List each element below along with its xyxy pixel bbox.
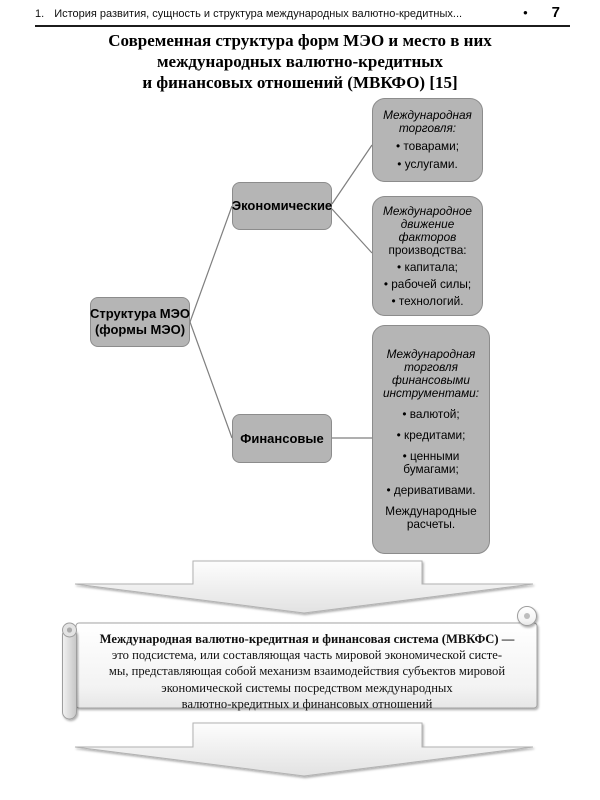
- scroll-right-curl-core: [524, 613, 530, 619]
- leaf-heading: Международная торговля финансовыми инструментами:: [382, 347, 480, 400]
- node-factor-movement: [372, 196, 483, 316]
- leaf-heading-regular: производства:: [388, 242, 467, 257]
- leaf-bullet-item: • рабочей силы;: [383, 276, 472, 291]
- node-label-line: (формы МЭО): [94, 322, 186, 337]
- leaf-bullet-item: • технологий.: [391, 293, 464, 308]
- leaf-bullet-item: • кредитами;: [396, 428, 466, 442]
- header-bullet-icon: •: [523, 5, 528, 20]
- node-structure-meo: [90, 297, 190, 347]
- connector-root-financial: [190, 322, 232, 438]
- node-financial: [232, 414, 332, 463]
- figure-title-line: Современная структура форм МЭО и место в них: [108, 31, 492, 50]
- connector-root-economic: [190, 206, 232, 322]
- leaf-bullet-item: • капитала;: [397, 259, 458, 274]
- node-label-line: Структура МЭО: [90, 306, 190, 321]
- banner-line: экономической системы посредством международных: [161, 680, 453, 695]
- leaf-bullet-item: • валютой;: [402, 407, 460, 421]
- leaf-footer: Международные расчеты.: [385, 504, 477, 531]
- leaf-bullet-item: • товарами;: [395, 139, 460, 153]
- leaf-heading: Международное движение факторов: [383, 203, 472, 244]
- down-arrow-icon: [75, 561, 533, 613]
- node-economic: [232, 182, 332, 230]
- scroll-left-roll: [63, 628, 77, 719]
- figure-title-line: и финансовых отношений (МВКФО) [15]: [142, 73, 458, 92]
- down-arrow-icon: [75, 723, 533, 776]
- definition-banner: [84, 631, 530, 712]
- leaf-bullet-item: • услугами.: [397, 157, 458, 171]
- scroll-left-roll-core: [67, 627, 72, 632]
- connector-economic-factors: [332, 209, 372, 253]
- node-label: Финансовые: [240, 430, 324, 446]
- figure-title-line: международных валютно-кредитных: [156, 52, 444, 71]
- running-title: История развития, сущность и структура международных валютно-кредитных...: [54, 8, 463, 20]
- banner-line: Международная валютно-кредитная и финансовая система (МВКФС) —: [99, 632, 515, 646]
- banner-line: мы, представляющая собой механизм взаимодействия субъектов мировой: [108, 664, 506, 679]
- leaf-bullet-item: • деривативами.: [386, 483, 476, 497]
- banner-line: это подсистема, или составляющая часть мировой экономической систе-: [111, 648, 503, 663]
- chapter-number: 1.: [35, 8, 45, 20]
- node-label: Экономические: [231, 198, 333, 213]
- leaf-heading: Международная торговля:: [383, 108, 472, 135]
- banner-line: валютно-кредитных и финансовых отношений: [181, 696, 433, 711]
- page-number: 7: [551, 4, 560, 21]
- node-international-trade: [372, 98, 483, 182]
- node-financial-instruments: [372, 325, 490, 554]
- leaf-bullet-item: • ценными бумагами;: [402, 449, 460, 476]
- connector-economic-trade: [332, 145, 372, 204]
